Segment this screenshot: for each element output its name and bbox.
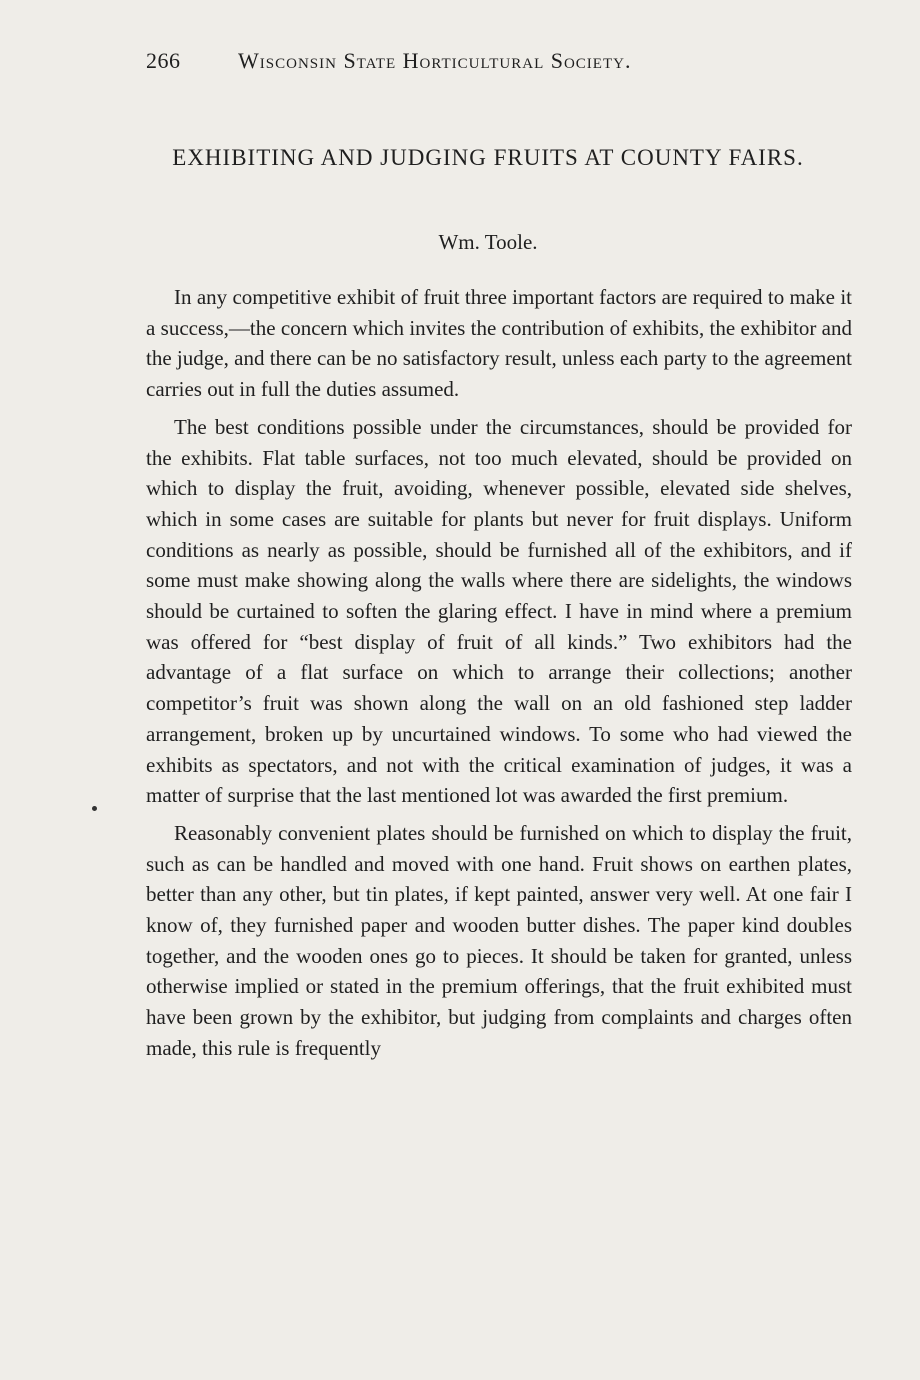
article-title: EXHIBITING AND JUDGING FRUITS AT COUNTY FAIRS. bbox=[172, 145, 804, 170]
paragraph: In any competitive exhibit of fruit three important factors are required to make it a success,—the concern which invites the contribution of exhibits, the exhibitor and the judge, and there can be no satisfactory result, unless each party to the agreement carries out in full the duties assumed. bbox=[146, 285, 852, 402]
article-author: Wm. Toole. bbox=[438, 230, 538, 254]
paragraph: Reasonably convenient plates should be furnished on which to display the fruit, such as can be handled and moved with one hand. Fruit shows on earthen plates, better than any other, but tin plates, if kept painted, answer very well. At one fair I know of, they furnished paper and wooden butter dishes. The paper kind doubles together, and the wooden ones go to pieces. It should be taken for granted, unless otherwise implied or stated in the premium offerings, that the fruit exhibited must have been grown by the exhibitor, but judging from complaints and charges often made, this rule is frequently bbox=[146, 820, 852, 1060]
running-head bbox=[146, 48, 776, 74]
page-number: 266 bbox=[146, 48, 181, 73]
article-body bbox=[146, 282, 852, 1064]
paragraph: The best conditions possible under the circumstances, should be provided for the exhibits. Flat table surfaces, not too much elevated, should be provided on which to display the fruit, avoiding, whenever possible, elevated side shelves, which in some cases are suitable for plants but never for fruit displays. Uniform conditions as nearly as possible, should be furnished all of the exhibitors, and if some must make showing along the walls where there are sidelights, the windows should be curtained to soften the glaring effect. I have in mind where a premium was offered for “best display of fruit of all kinds.” Two exhibitors had the advantage of a flat surface on which to arrange their collections; another competitor’s fruit was shown along the wall on an old fashioned step ladder arrangement, broken up by uncurtained windows. To some who had viewed the exhibits as spectators, and not with the critical examination of judges, it was a matter of surprise that the last mentioned lot was awarded the first premium. bbox=[146, 414, 852, 808]
margin-ink-dot bbox=[92, 806, 97, 811]
running-title: Wisconsin State Horticultural Society. bbox=[238, 48, 632, 73]
